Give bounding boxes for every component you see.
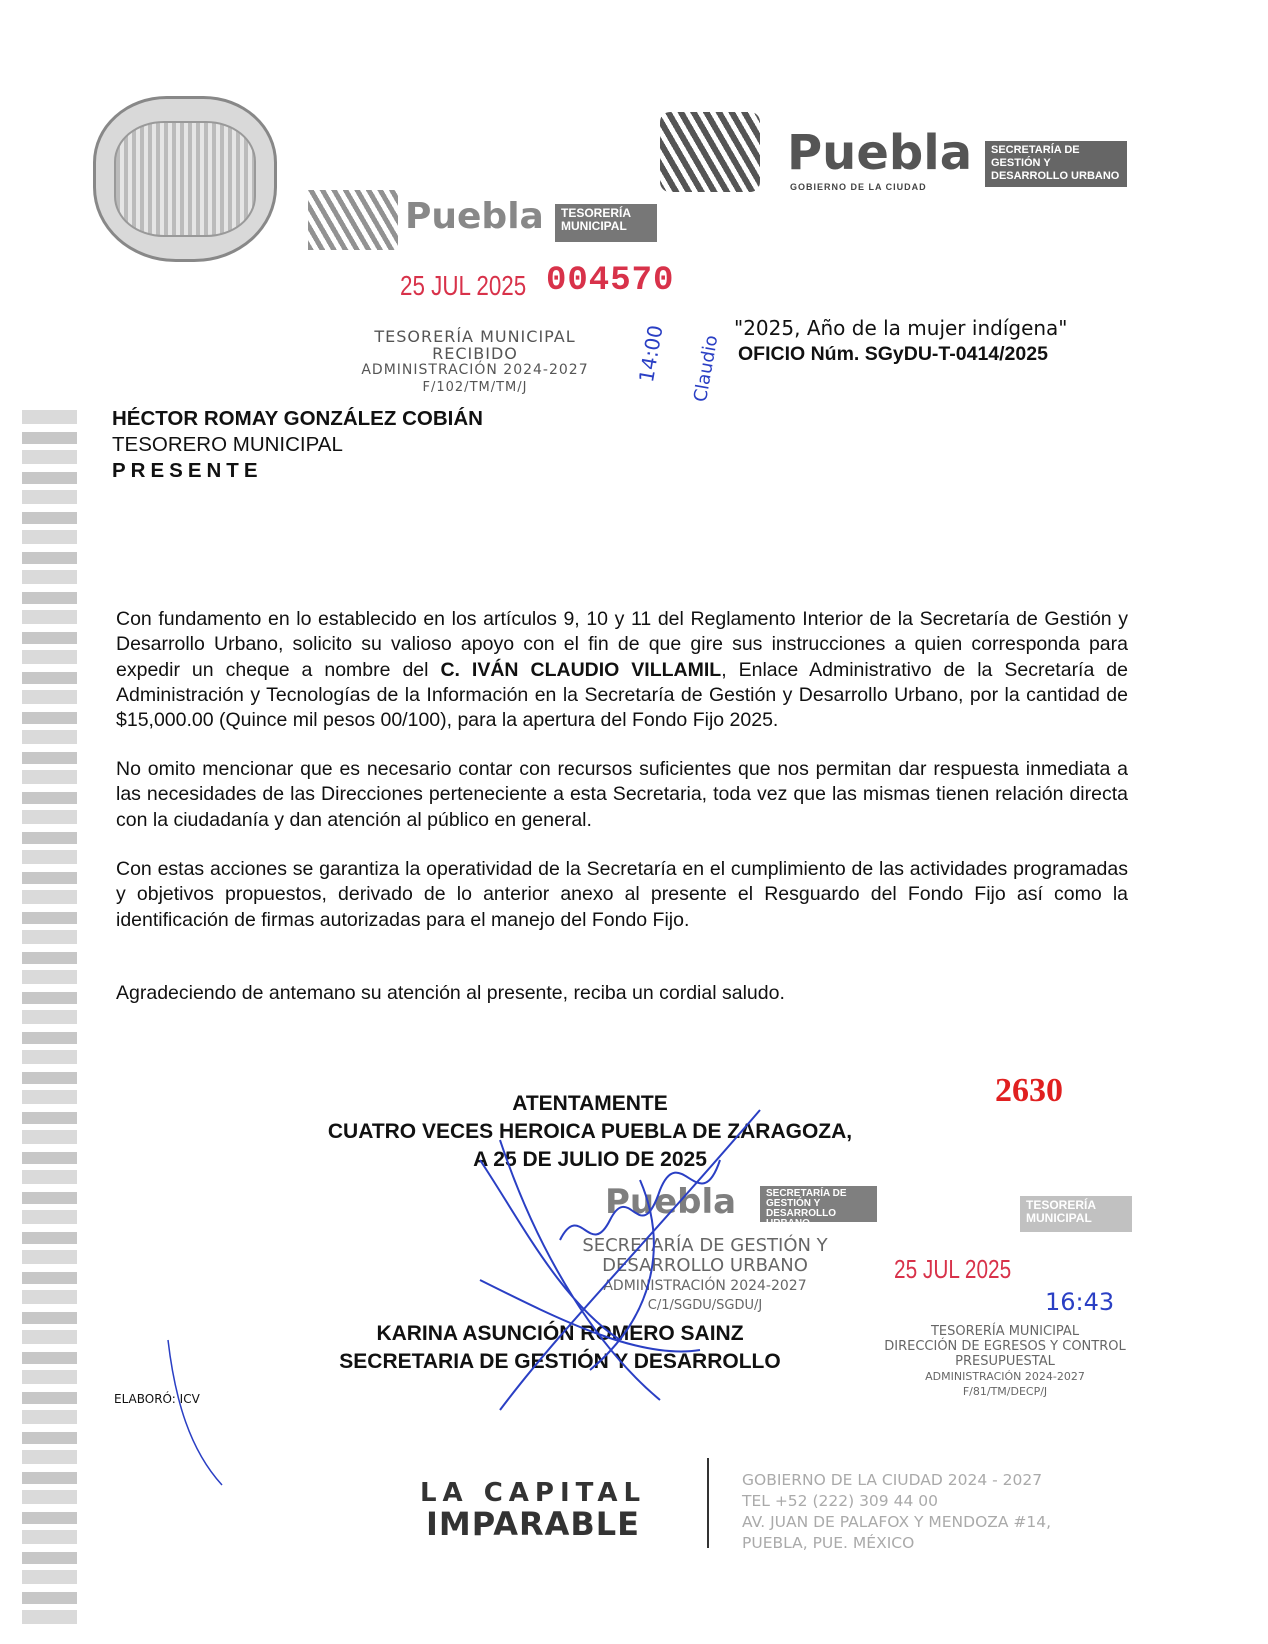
footer-contact <box>742 1470 1051 1554</box>
footer-address: AV. JUAN DE PALAFOX Y MENDOZA #14, <box>742 1513 1052 1531</box>
puebla-logo-subtitle: GOBIERNO DE LA CIUDAD <box>790 182 927 192</box>
stamp-line: DESARROLLO URBANO <box>602 1255 808 1276</box>
red-control-number: 2630 <box>995 1072 1063 1109</box>
stamp-line: F/102/TM/TM/J <box>422 380 528 395</box>
tesoreria-emblem-icon <box>308 190 398 250</box>
stamp-date: 25 JUL 2025 <box>400 270 527 301</box>
stamp-line: C/1/SGDU/SGDU/J <box>647 1298 763 1313</box>
year-motto: "2025, Año de la mujer indígena" <box>734 316 1068 340</box>
tesoreria-puebla-text: Puebla <box>405 196 544 237</box>
stamp-line: TESORERÍA MUNICIPAL <box>930 1324 1080 1339</box>
stamp-line: PRESUPUESTAL <box>955 1354 1055 1369</box>
puebla-logo-text: Puebla <box>787 125 973 181</box>
beneficiary-name: C. IVÁN CLAUDIO VILLAMIL <box>440 658 722 681</box>
paragraph-2: No omito mencionar que es necesario contar con recursos suficientes que nos permitan dar respuesta inmediata a las necesidades de las Direcciones perteneciente a esta Secretaria, toda vez que las mismas tienen relación directa con la ciudadanía y dan atención al público en general. <box>116 758 1128 831</box>
stamp-line: F/81/TM/DECP/J <box>962 1385 1048 1398</box>
stamp-line: ADMINISTRACIÓN 2024-2027 <box>603 1278 807 1294</box>
stamp-line: TESORERÍA MUNICIPAL <box>374 327 576 346</box>
footer-line: GOBIERNO DE LA CIUDAD 2024 - 2027 <box>742 1471 1043 1489</box>
closing-line: ATENTAMENTE <box>512 1092 668 1115</box>
p1-text-cont: , Enlace Administrativo de la Secretaría de Administración y Tecnologías de la Información en la Secretaría de Gestión y Desarrollo Urbano, por la cantidad de $15,000.00 (Quince mil pesos 00/100), para la apertura del Fondo Fijo 2025. <box>116 658 1128 732</box>
sgydu-stamp-logo: Puebla SECRETARÍA DE GESTIÓN Y DESARROLLO URBANO <box>545 1182 885 1228</box>
addressee-title: TESORERO MUNICIPAL <box>112 433 343 456</box>
city-seal-logo <box>93 96 277 262</box>
slogan-line2: IMPARABLE <box>425 1505 641 1543</box>
oficio-number: OFICIO Núm. SGyDU-T-0414/2025 <box>738 343 1048 365</box>
stamp-line: ADMINISTRACIÓN 2024-2027 <box>925 1370 1085 1383</box>
closing-line: CUATRO VECES HEROICA PUEBLA DE ZARAGOZA, <box>327 1120 853 1143</box>
stamp-line: RECIBIDO <box>432 344 518 363</box>
addressee <box>112 406 483 484</box>
footer-divider <box>707 1458 709 1548</box>
p1-text: Con fundamento en lo establecido en los artículos 9, 10 y 11 del Reglamento Interior de la Secretaría de Gestión y Desarrollo Urbano, solicito su valioso apoyo con el fin de que gire sus instrucciones a quien corresponda para expedir un cheque a nombre del <box>116 608 1128 681</box>
egresos-stamp-date: 25 JUL 2025 <box>894 1254 1012 1284</box>
tesoreria-stamp-logo: TESORERÍA MUNICIPAL <box>800 1192 1130 1232</box>
handwritten-name: Claudio <box>690 333 723 404</box>
footer-slogan <box>388 1478 678 1543</box>
tesoreria-logo-box: TESORERÍA MUNICIPAL <box>555 204 657 242</box>
received-stamp <box>330 328 620 396</box>
handwritten-signature <box>440 1100 800 1420</box>
handwritten-time: 14:00 <box>634 323 668 385</box>
paragraph-1 <box>116 607 1128 733</box>
puebla-emblem-icon <box>660 112 760 192</box>
decorative-border <box>22 410 77 1630</box>
closing-date: A 25 DE JULIO DE 2025 <box>473 1148 707 1171</box>
addressee-name: HÉCTOR ROMAY GONZÁLEZ COBIÁN <box>112 407 483 430</box>
stamp-line: SECRETARÍA DE GESTIÓN Y <box>582 1235 828 1256</box>
footer-phone: TEL +52 (222) 309 44 00 <box>742 1492 938 1510</box>
paragraph-3: Con estas acciones se garantiza la operatividad de la Secretaría en el cumplimiento de las actividades programadas y objetivos propuestos, derivado de lo anterior anexo al presente el Resguardo del Fondo Fijo así como la identificación de firmas autorizadas para el manejo del Fondo Fijo. <box>116 858 1128 931</box>
stamp-line: DIRECCIÓN DE EGRESOS Y CONTROL <box>884 1339 1126 1354</box>
slogan-line1: LA CAPITAL <box>419 1478 647 1508</box>
egresos-stamp <box>875 1324 1135 1399</box>
signer-name: KARINA ASUNCIÓN ROMERO SAINZ <box>376 1322 744 1345</box>
footer-city: PUEBLA, PUE. MÉXICO <box>742 1534 915 1552</box>
stamp-folio: 004570 <box>546 262 675 300</box>
initial-stroke <box>160 1340 230 1490</box>
handwritten-time-2: 16:43 <box>1045 1288 1115 1316</box>
signer-title: SECRETARIA DE GESTIÓN Y DESARROLLO <box>339 1350 781 1373</box>
presente: PRESENTE <box>112 459 263 482</box>
stamp-line: ADMINISTRACIÓN 2024-2027 <box>361 362 589 378</box>
elaboro-initials: ELABORÓ: ICV <box>114 1392 200 1406</box>
paragraph-4: Agradeciendo de antemano su atención al presente, reciba un cordial saludo. <box>116 982 785 1004</box>
sgydu-logo-box: SECRETARÍA DE GESTIÓN Y DESARROLLO URBANO <box>985 141 1127 187</box>
